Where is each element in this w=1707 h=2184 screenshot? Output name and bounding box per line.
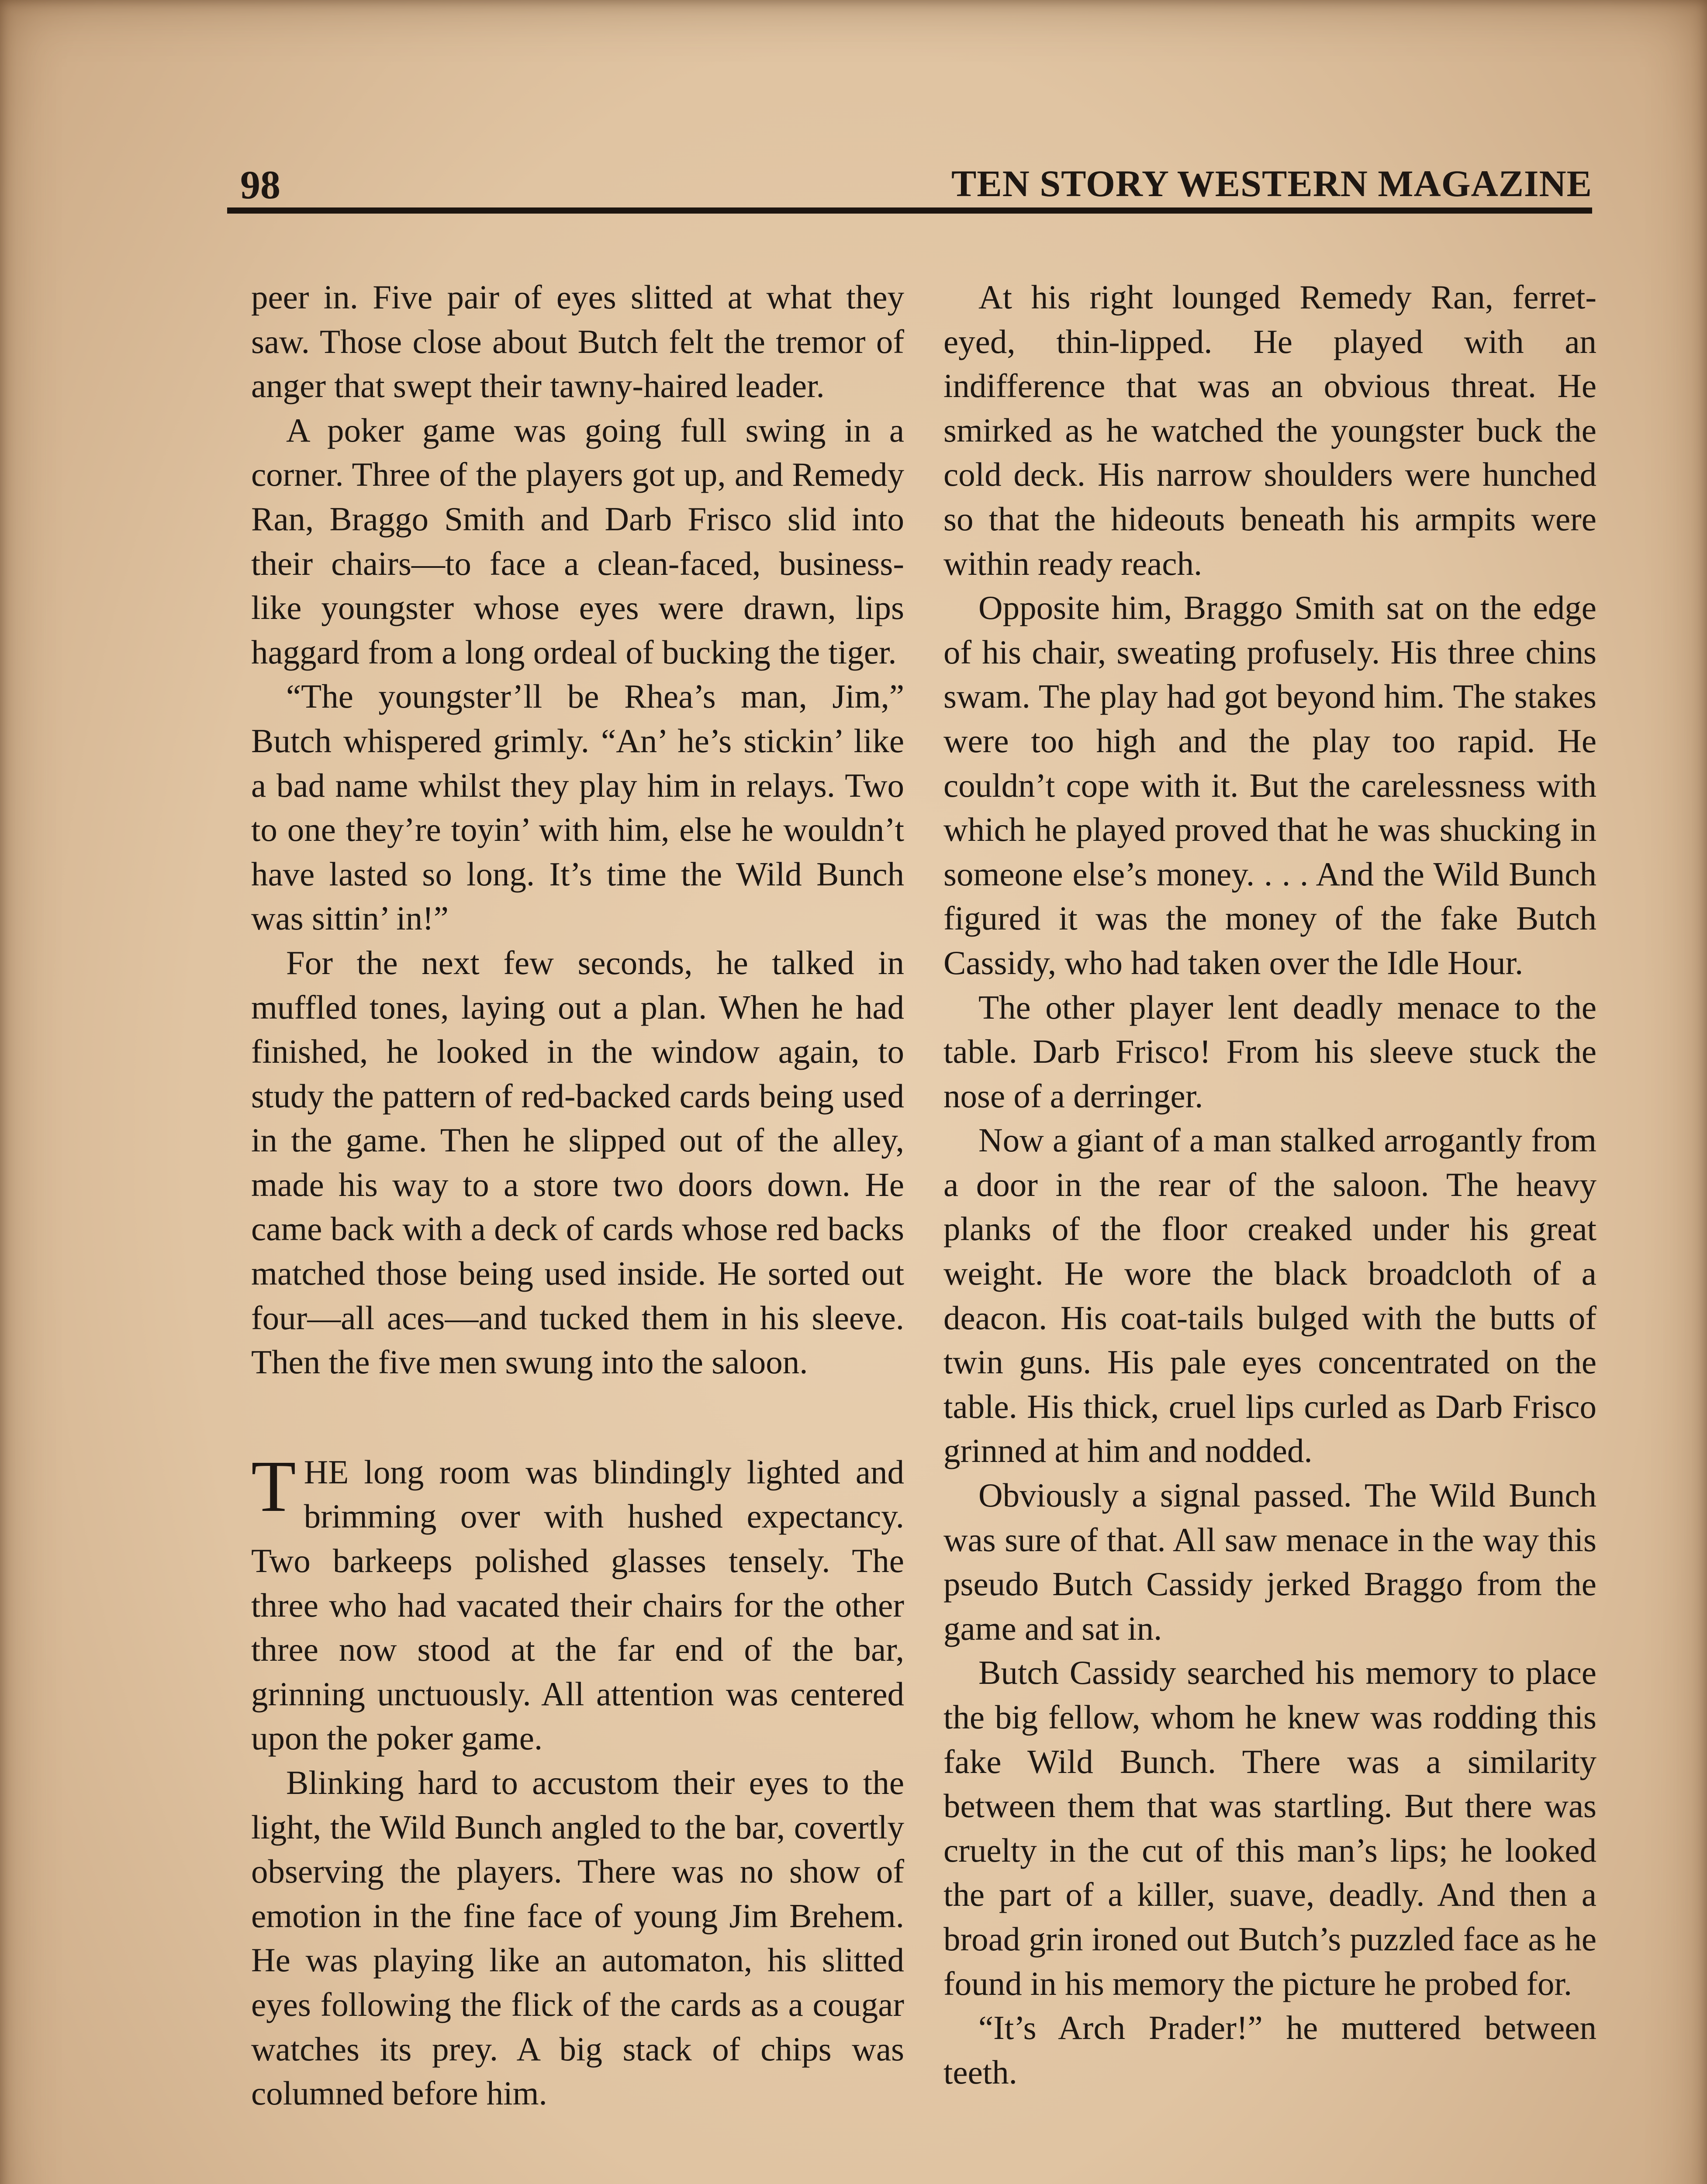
section-opening-text: HE long room was blindingly lighted and brimming over with hushed expectancy. Two barkeeps polished glasses tensely. The three who had vacated their chairs for the other three now stood at the far end of the bar, grinning unctuously. All attention was centered upon the poker game. [251, 1453, 904, 1757]
paragraph: Opposite him, Braggo Smith sat on the edge of his chair, sweating profusely. His three chins swam. The play had got beyond him. The stakes were too high and the play too rapid. He couldn’t cope with it. But the carelessness with which he played proved that he was shucking in someone else’s money. . . . And the Wild Bunch figured it was the money of the fake Butch Cassidy, who had taken over the Idle Hour. [943, 589, 1596, 981]
paragraph: A poker game was going full swing in a corner. Three of the players got up, and Remedy Ran, Braggo Smith and Darb Frisco slid into their chairs—to face a clean-faced, business-like youngster whose eyes were drawn, lips haggard from a long ordeal of bucking the tiger. [251, 411, 904, 671]
paragraph: “It’s Arch Prader!” he muttered between teeth. [943, 2009, 1596, 2091]
section-break [251, 1385, 904, 1450]
page-number: 98 [240, 162, 280, 207]
paragraph: Obviously a signal passed. The Wild Bunch was sure of that. All saw menace in the way this pseudo Butch Cassidy jerked Braggo from the game and sat in. [943, 1476, 1596, 1647]
paragraph: Butch Cassidy searched his memory to place the big fellow, whom he knew was rodding this fake Wild Bunch. There was a similarity between them that was startling. But there was cruelty in the cut of this man’s lips; he looked the part of a killer, suave, deadly. And then a broad grin ironed out Butch’s puzzled face as he found in his memory the picture he probed for. [943, 1654, 1596, 2002]
right-column [943, 275, 1596, 2094]
page-header [240, 162, 1592, 214]
header-rule [227, 207, 1592, 214]
running-title: TEN STORY WESTERN MAGAZINE [951, 162, 1592, 204]
paragraph: “The youngster’ll be Rhea’s man, Jim,” Butch whispered grimly. “An’ he’s stickin’ like a bad name whilst they play him in relays. Two to one they’re toyin’ with him, else he wouldn’t have lasted so long. It’s time the Wild Bunch was sittin’ in!” [251, 677, 904, 937]
paragraph: At his right lounged Remedy Ran, ferret-eyed, thin-lipped. He played with an indifference that was an obvious threat. He smirked as he watched the youngster buck the cold deck. His narrow shoulders were hunched so that the hideouts beneath his armpits were within ready reach. [943, 278, 1596, 582]
section-opening-paragraph [251, 1445, 904, 1761]
drop-cap: T [251, 1445, 296, 1527]
paragraph: Now a giant of a man stalked arrogantly from a door in the rear of the saloon. The heavy planks of the floor creaked under his great weight. He wore the black broadcloth of a deacon. His coat-tails bulged with the butts of twin guns. His pale eyes concentrated on the table. His thick, cruel lips curled as Darb Frisco grinned at him and nodded. [943, 1121, 1596, 1470]
paragraph: For the next few seconds, he talked in muffled tones, laying out a plan. When he had finished, he looked in the window again, to study the pattern of red-backed cards being used in the game. Then he slipped out of the alley, made his way to a store two doors down. He came back with a deck of cards whose red backs matched those being used inside. He sorted out four—all aces—and tucked them in his sleeve. Then the five men swung into the saloon. [251, 943, 904, 1381]
paragraph: peer in. Five pair of eyes slitted at what they saw. Those close about Butch felt the tremor of anger that swept their tawny-haired leader. [251, 278, 904, 405]
left-column [251, 275, 904, 2116]
paragraph: Blinking hard to accustom their eyes to the light, the Wild Bunch angled to the bar, covertly observing the players. There was no show of emotion in the fine face of young Jim Brehem. He was playing like an automaton, his slitted eyes following the flick of the cards as a cougar watches its prey. A big stack of chips was columned before him. [251, 1764, 904, 2112]
paragraph: The other player lent deadly menace to the table. Darb Frisco! From his sleeve stuck the nose of a derringer. [943, 988, 1596, 1115]
